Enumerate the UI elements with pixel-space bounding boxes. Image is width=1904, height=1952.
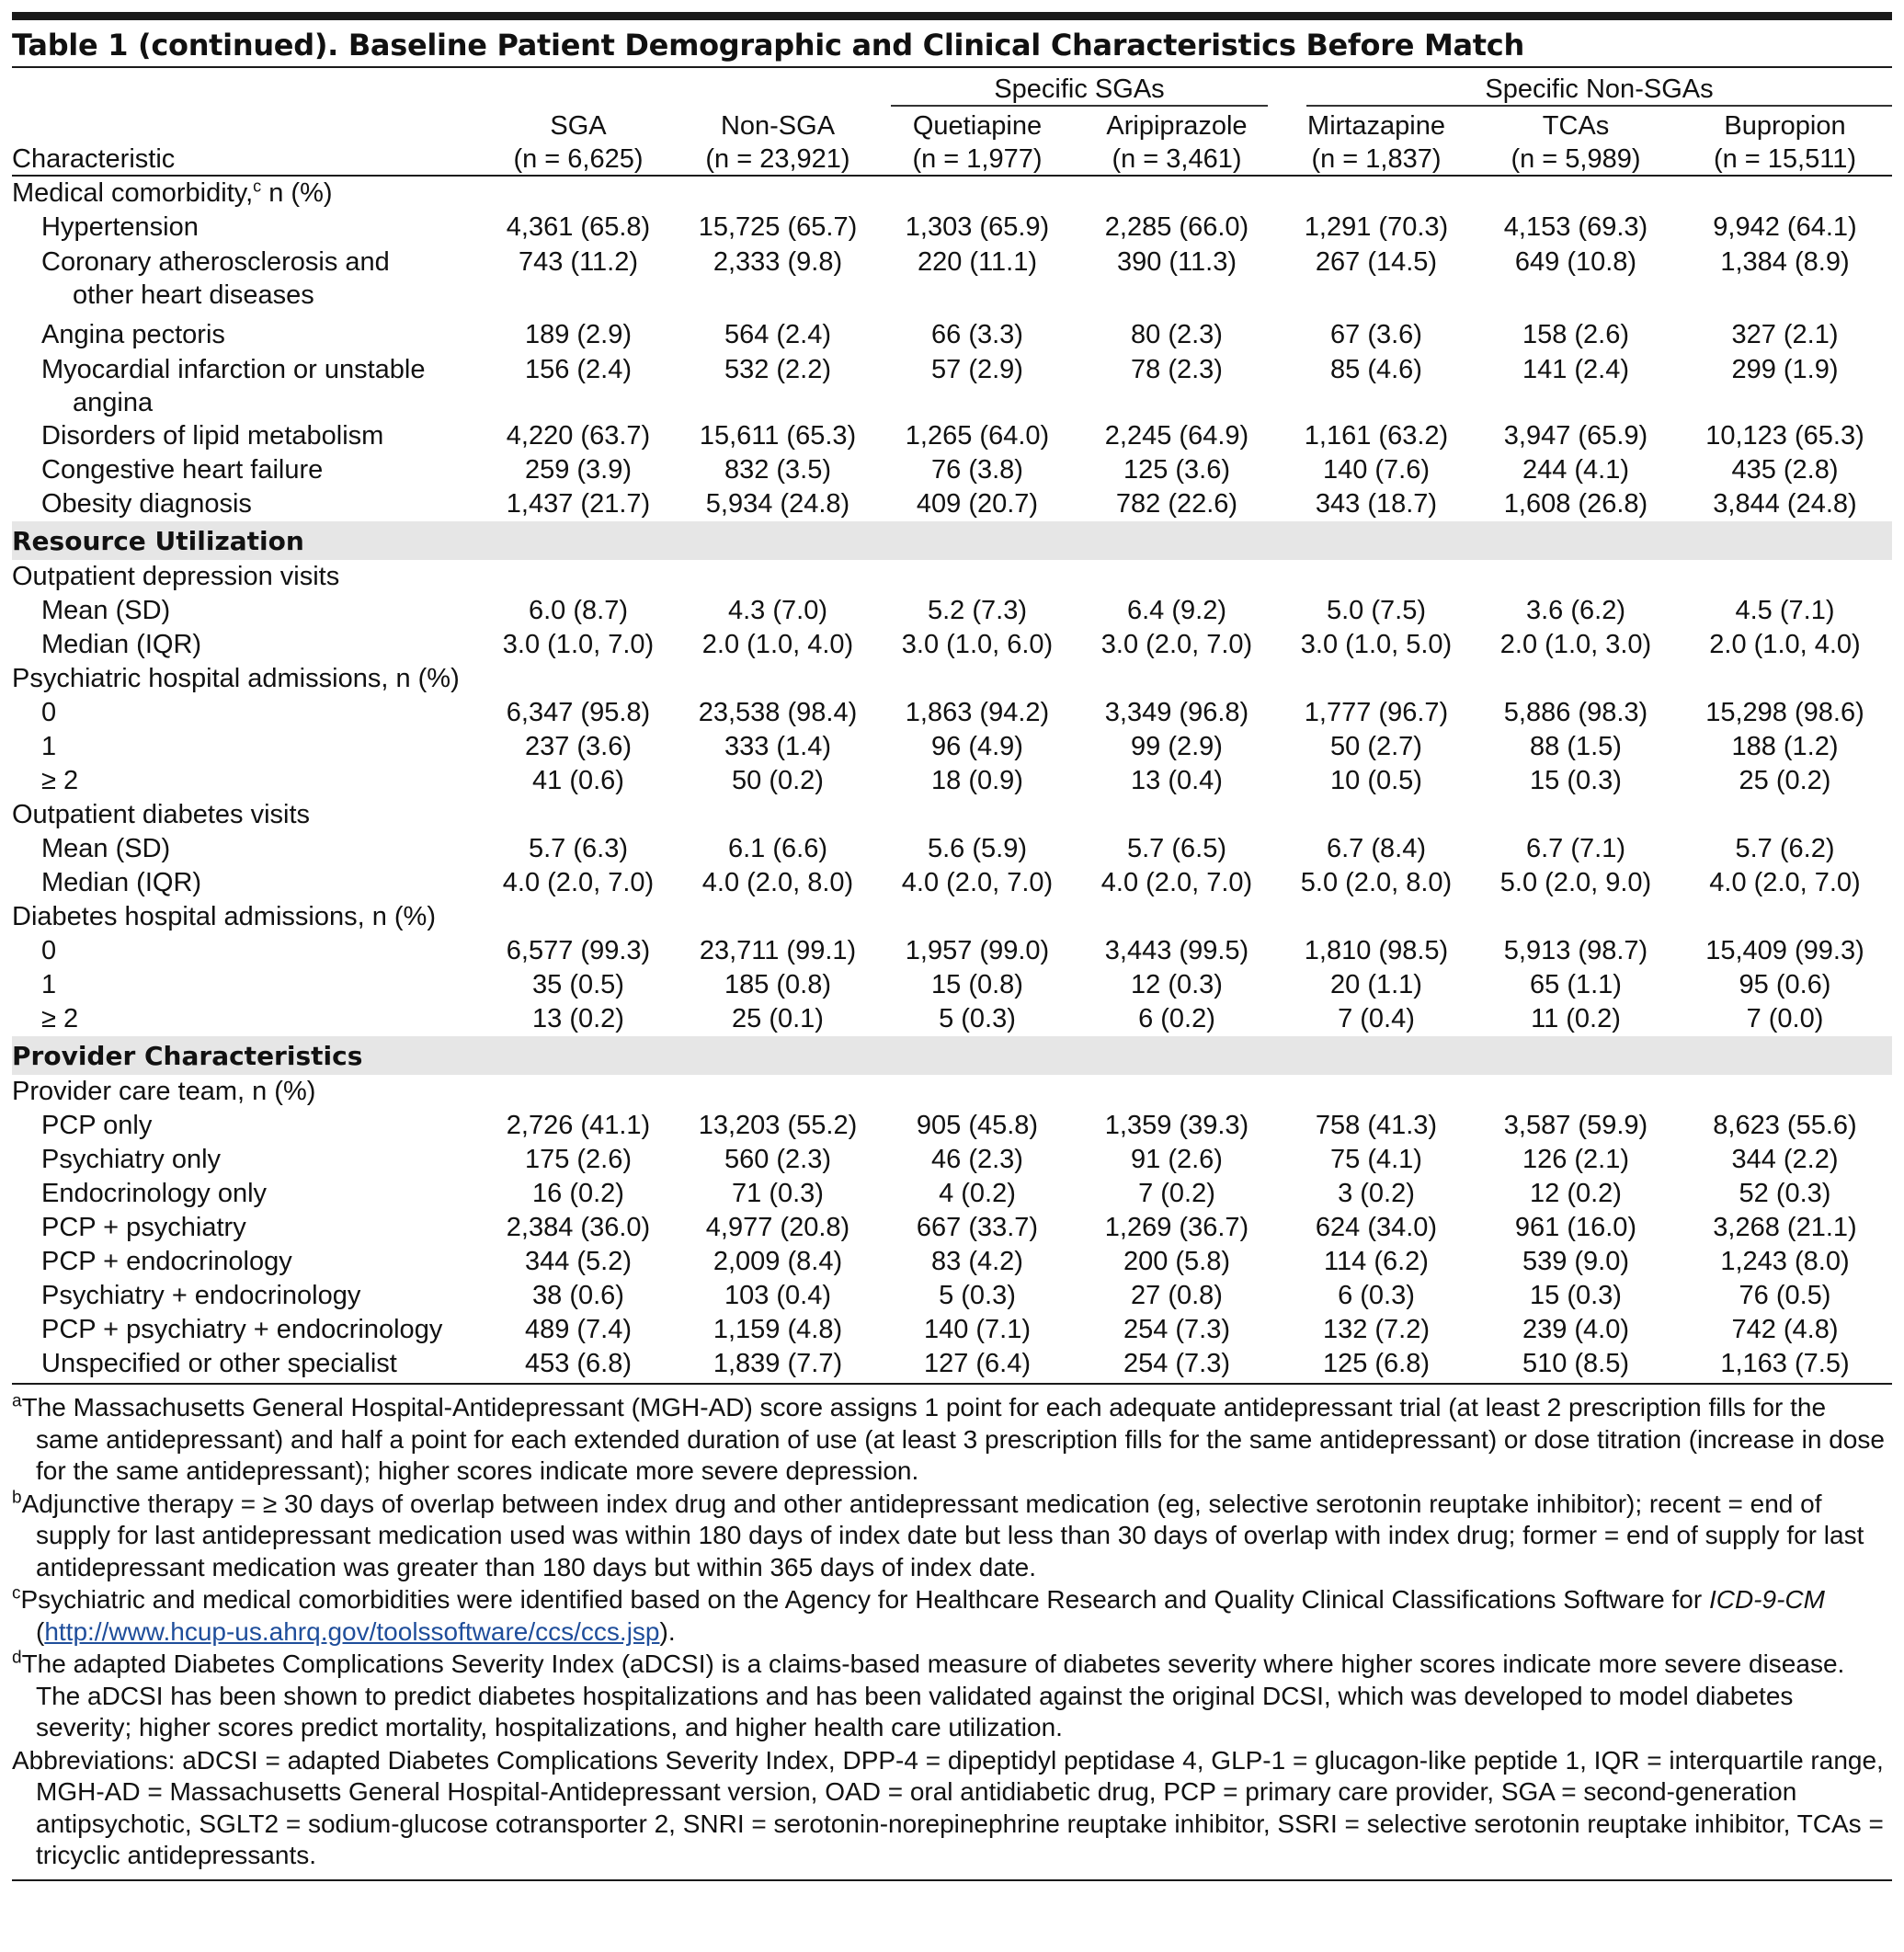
table-row: [12, 594, 1892, 628]
table-cell: 327 (2.1): [1731, 320, 1839, 349]
table-cell: 50 (2.7): [1330, 732, 1422, 761]
table-cell: 409 (20.7): [916, 489, 1039, 519]
row-label: Congestive heart failure: [41, 455, 324, 485]
table-cell: 905 (45.8): [916, 1111, 1039, 1140]
row-heading: Outpatient depression visits: [12, 562, 340, 591]
table-cell: 200 (5.8): [1123, 1247, 1231, 1276]
table-cell: 15,298 (98.6): [1705, 698, 1864, 727]
column-n: (n = 15,511): [1678, 142, 1892, 176]
table-row: [12, 730, 1892, 764]
table-cell: 237 (3.6): [524, 732, 633, 761]
row-label: PCP + psychiatry: [41, 1213, 246, 1242]
header-n-row: [12, 142, 1892, 176]
table-cell: 4,153 (69.3): [1503, 212, 1648, 242]
table-cell: 6,577 (99.3): [506, 936, 651, 965]
table-cell: 15 (0.8): [931, 970, 1023, 999]
footnote-a: [12, 1392, 1892, 1488]
table-cell: 10,123 (65.3): [1705, 421, 1864, 451]
table-cell: 3.6 (6.2): [1526, 596, 1625, 625]
table-cell: 15 (0.3): [1530, 1281, 1622, 1310]
footnote-marker: b: [12, 1488, 22, 1508]
table-cell: 4 (0.2): [939, 1179, 1016, 1208]
row-label-line2: other heart diseases: [73, 280, 314, 310]
footnote-italic: ICD-9-CM: [1708, 1585, 1825, 1614]
table-cell: 1,384 (8.9): [1720, 247, 1850, 277]
column-header: Aripiprazole: [1106, 111, 1248, 141]
table-cell: 66 (3.3): [931, 320, 1023, 349]
table-cell: 6,347 (95.8): [506, 698, 651, 727]
table-cell: 1,161 (63.2): [1304, 421, 1449, 451]
column-header: Quetiapine: [912, 111, 1043, 141]
table-cell: 27 (0.8): [1131, 1281, 1223, 1310]
row-label: Angina pectoris: [41, 320, 225, 349]
table-cell: 1,839 (7.7): [676, 1347, 880, 1384]
table-cell: 125 (3.6): [1123, 455, 1231, 485]
group-heading-row: [12, 560, 1892, 594]
table-row: [12, 764, 1892, 798]
table-cell: 3.0 (1.0, 5.0): [1300, 630, 1453, 659]
table-cell: 6.7 (8.4): [1327, 834, 1426, 863]
table-row: [12, 1313, 1892, 1347]
table-cell: 244 (4.1): [1522, 455, 1630, 485]
table-cell: 961 (16.0): [1514, 1213, 1637, 1242]
table-cell: 15,409 (99.3): [1705, 936, 1864, 965]
table-cell: 127 (6.4): [880, 1347, 1075, 1384]
footnotes: [12, 1392, 1892, 1872]
table-cell: 75 (4.1): [1330, 1145, 1422, 1174]
table-cell: 71 (0.3): [732, 1179, 824, 1208]
table-cell: 267 (14.5): [1315, 247, 1438, 277]
footnote-text: Adjunctive therapy = ≥ 30 days of overlap between index drug and other antidepressant medication (eg, selective serotonin reuptake inhibitor); recent = end of supply for last antidepressant medication used was within 180 days of index date but less than 30 days of overlap with index drug; former = end of supply for last antidepressant medication was greater than 180 days but within 365 days of index date.: [21, 1489, 1864, 1581]
table-cell: 125 (6.8): [1279, 1347, 1474, 1384]
group-heading-row: [12, 662, 1892, 696]
table-cell: 4.0 (2.0, 7.0): [1100, 868, 1253, 897]
table-cell: 5,886 (98.3): [1503, 698, 1648, 727]
table-cell: 510 (8.5): [1474, 1347, 1678, 1384]
table-row: [12, 1211, 1892, 1245]
table-cell: 67 (3.6): [1330, 320, 1422, 349]
table-cell: 85 (4.6): [1330, 355, 1422, 384]
table-cell: 188 (1.2): [1731, 732, 1839, 761]
table-cell: 3,349 (96.8): [1104, 698, 1249, 727]
group-header-specific-non-sgas: Specific Non-SGAs: [1306, 74, 1892, 107]
table-cell: 96 (4.9): [931, 732, 1023, 761]
table-row: [12, 696, 1892, 730]
table-cell: 532 (2.2): [724, 355, 832, 384]
table-cell: 2.0 (1.0, 3.0): [1499, 630, 1652, 659]
row-label: Mean (SD): [41, 596, 171, 625]
table-row: [12, 832, 1892, 866]
column-header: Mirtazapine: [1307, 111, 1445, 141]
table-cell: 95 (0.6): [1739, 970, 1831, 999]
table-row: [12, 453, 1892, 487]
table-cell: 649 (10.8): [1514, 247, 1637, 277]
table-row: [12, 1177, 1892, 1211]
column-header: Bupropion: [1724, 111, 1846, 141]
column-header: SGA: [550, 111, 607, 141]
column-n: (n = 1,977): [880, 142, 1075, 176]
table-cell: 76 (0.5): [1739, 1281, 1831, 1310]
table-cell: 13,203 (55.2): [698, 1111, 858, 1140]
table-cell: 4.3 (7.0): [728, 596, 827, 625]
table-cell: 2,384 (36.0): [506, 1213, 651, 1242]
table-cell: 5 (0.3): [939, 1281, 1016, 1310]
row-label: PCP + endocrinology: [41, 1247, 292, 1276]
table-title: Table 1 (continued). Baseline Patient Demographic and Clinical Characteristics Before Match: [12, 28, 1524, 63]
column-n: (n = 5,989): [1474, 142, 1678, 176]
table-cell: 390 (11.3): [1116, 247, 1237, 277]
column-n: (n = 3,461): [1075, 142, 1279, 176]
group-heading-row: [12, 798, 1892, 832]
table-cell: 4.0 (2.0, 7.0): [901, 868, 1054, 897]
table-cell: 5.0 (7.5): [1327, 596, 1426, 625]
footnote-b: [12, 1489, 1892, 1584]
table-cell: 57 (2.9): [931, 355, 1023, 384]
table-cell: 140 (7.1): [923, 1315, 1032, 1344]
footnote-c: [12, 1584, 1892, 1648]
table-cell: 1,437 (21.7): [506, 489, 651, 519]
column-n: (n = 23,921): [676, 142, 880, 176]
table-cell: 50 (0.2): [732, 766, 824, 795]
table-row: [12, 352, 1892, 419]
table-cell: 114 (6.2): [1324, 1247, 1429, 1276]
medical-heading-row: [12, 176, 1892, 211]
table-cell: 5.2 (7.3): [928, 596, 1027, 625]
row-label: Unspecified or other specialist: [12, 1347, 481, 1384]
table-cell: 18 (0.9): [931, 766, 1023, 795]
table-cell: 560 (2.3): [724, 1145, 832, 1174]
table-cell: 20 (1.1): [1330, 970, 1422, 999]
table-cell: 344 (5.2): [524, 1247, 633, 1276]
table-cell: 78 (2.3): [1131, 355, 1223, 384]
table-cell: 5.7 (6.5): [1127, 834, 1226, 863]
table-cell: 453 (6.8): [481, 1347, 676, 1384]
table-cell: 489 (7.4): [524, 1315, 633, 1344]
group-heading-row: [12, 900, 1892, 934]
table-row: [12, 1279, 1892, 1313]
table-cell: 3,844 (24.8): [1713, 489, 1857, 519]
table-cell: 1,265 (64.0): [905, 421, 1050, 451]
row-heading: Outpatient diabetes visits: [12, 800, 311, 829]
row-label: Psychiatry + endocrinology: [41, 1281, 361, 1310]
table-cell: 1,291 (70.3): [1304, 212, 1449, 242]
table-cell: 9,942 (64.1): [1713, 212, 1857, 242]
table-cell: 15 (0.3): [1530, 766, 1622, 795]
table-cell: 185 (0.8): [724, 970, 832, 999]
table-cell: 5 (0.3): [939, 1004, 1016, 1033]
table-cell: 2,285 (66.0): [1104, 212, 1249, 242]
table-cell: 103 (0.4): [724, 1281, 832, 1310]
row-heading: Provider care team, n (%): [12, 1077, 316, 1106]
table-cell: 2.0 (1.0, 4.0): [1709, 630, 1861, 659]
table-cell: 259 (3.9): [524, 455, 633, 485]
table-cell: 140 (7.6): [1322, 455, 1431, 485]
table-cell: 667 (33.7): [916, 1213, 1039, 1242]
table-cell: 539 (9.0): [1522, 1247, 1630, 1276]
table-row: [12, 934, 1892, 968]
table-cell: 46 (2.3): [931, 1145, 1023, 1174]
table-cell: 80 (2.3): [1131, 320, 1223, 349]
row-label: Psychiatry only: [41, 1145, 222, 1174]
table-cell: 23,711 (99.1): [699, 936, 857, 965]
table-cell: 3,443 (99.5): [1104, 936, 1249, 965]
table-cell: 5.0 (2.0, 8.0): [1300, 868, 1453, 897]
table-cell: 15,611 (65.3): [699, 421, 857, 451]
table-row: [12, 628, 1892, 662]
table-cell: 158 (2.6): [1522, 320, 1630, 349]
table-row: [12, 318, 1892, 352]
abbreviations: Abbreviations: aDCSI = adapted Diabetes Complications Severity Index, DPP-4 = dipeptidyl peptidase 4, GLP-1 = glucagon-like peptide 1, IQR = interquartile range, MGH-AD = Massachusetts General Hospital-Antidepressant version, OAD = oral antidiabetic drug, PCP = primary care provider, SGA = second-generation antipsychotic, SGLT2 = sodium-glucose cotransporter 2, SNRI = serotonin-norepinephrine reuptake inhibitor, SSRI = selective serotonin reuptake inhibitor, TCAs = tricyclic antidepressants.: [12, 1745, 1884, 1869]
table-cell: 175 (2.6): [524, 1145, 633, 1174]
section-heading: Provider Characteristics: [12, 1036, 1892, 1075]
row-label: Disorders of lipid metabolism: [41, 421, 384, 451]
table-cell: 254 (7.3): [1123, 1315, 1231, 1344]
row-label: [12, 352, 481, 419]
row-label: [12, 245, 481, 318]
table-cell: 3.0 (2.0, 7.0): [1100, 630, 1253, 659]
table-cell: 3.0 (1.0, 7.0): [502, 630, 655, 659]
table-cell: 4,977 (20.8): [705, 1213, 850, 1242]
row-heading: Diabetes hospital admissions, n (%): [12, 902, 436, 931]
table-cell: 5,934 (24.8): [705, 489, 850, 519]
table-cell: 1,957 (99.0): [905, 936, 1050, 965]
data-table: [12, 68, 1892, 1385]
table-cell: 13 (0.2): [532, 1004, 624, 1033]
row-label: ≥ 2: [41, 1004, 79, 1033]
table-cell: 758 (41.3): [1315, 1111, 1438, 1140]
row-label: 1: [41, 970, 57, 999]
table-cell: 10 (0.5): [1330, 766, 1422, 795]
row-label: PCP only: [41, 1111, 153, 1140]
table-cell: 1,243 (8.0): [1720, 1247, 1850, 1276]
column-header: TCAs: [1542, 111, 1610, 141]
table-cell: 6 (0.2): [1138, 1004, 1215, 1033]
row-label: Endocrinology only: [41, 1179, 268, 1208]
table-cell: 782 (22.6): [1115, 489, 1238, 519]
characteristic-header: Characteristic: [12, 142, 481, 176]
row-label: Mean (SD): [41, 834, 171, 863]
table-cell: 1,159 (4.8): [713, 1315, 843, 1344]
row-label: Hypertension: [41, 212, 199, 242]
table-cell: 83 (4.2): [931, 1247, 1023, 1276]
table-row: [12, 1347, 1892, 1384]
table-cell: 254 (7.3): [1075, 1347, 1279, 1384]
row-heading: Psychiatric hospital admissions, n (%): [12, 664, 460, 693]
table-cell: 344 (2.2): [1731, 1145, 1839, 1174]
table-cell: 2,009 (8.4): [713, 1247, 843, 1276]
group-header-specific-sgas: Specific SGAs: [891, 74, 1268, 107]
heading-text: Medical comorbidity,: [12, 178, 254, 208]
footnote-text: The adapted Diabetes Complications Severity Index (aDCSI) is a claims-based measure of diabetes severity where higher scores indicate more severe disease. The aDCSI has been shown to predict diabetes hospitalizations and has been validated against the original DCSI, which was developed to model diabetes severity; higher scores predict mortality, hospitalizations, and higher health care utilization.: [21, 1649, 1845, 1741]
table-cell: 7 (0.2): [1138, 1179, 1215, 1208]
provider-heading-row: [12, 1075, 1892, 1109]
table-cell: 564 (2.4): [724, 320, 832, 349]
table-cell: 743 (11.2): [518, 247, 639, 277]
table-row: [12, 419, 1892, 453]
table-cell: 76 (3.8): [931, 455, 1023, 485]
bottom-rule: [12, 1879, 1892, 1881]
table-cell: 1,777 (96.7): [1304, 698, 1449, 727]
table-cell: 12 (0.2): [1530, 1179, 1622, 1208]
table-cell: 12 (0.3): [1131, 970, 1223, 999]
table-cell: 52 (0.3): [1739, 1179, 1831, 1208]
table-cell: 15,725 (65.7): [698, 212, 858, 242]
table-cell: 6 (0.3): [1338, 1281, 1415, 1310]
row-label: Obesity diagnosis: [41, 489, 252, 519]
table-cell: 13 (0.4): [1131, 766, 1223, 795]
table-cell: 4.0 (2.0, 7.0): [502, 868, 655, 897]
table-cell: 1,863 (94.2): [905, 698, 1050, 727]
table-cell: 220 (11.1): [917, 247, 1038, 277]
footnote-d: [12, 1649, 1892, 1744]
table-cell: 3,947 (65.9): [1503, 421, 1648, 451]
footnote-paren: (: [36, 1616, 45, 1646]
header-name-row: [12, 107, 1892, 142]
ccs-link[interactable]: http://www.hcup-us.ahrq.gov/toolssoftware/ccs/ccs.jsp: [44, 1616, 660, 1646]
table-cell: 4.0 (2.0, 7.0): [1709, 868, 1861, 897]
row-label-line1: Myocardial infarction or unstable: [41, 355, 426, 384]
table-cell: 6.7 (7.1): [1526, 834, 1625, 863]
table-cell: 5.6 (5.9): [928, 834, 1027, 863]
section-resource-utilization: [12, 521, 1892, 560]
table-cell: 35 (0.5): [532, 970, 624, 999]
table-cell: 3,268 (21.1): [1713, 1213, 1857, 1242]
table-cell: 16 (0.2): [532, 1179, 624, 1208]
table-cell: 3.0 (1.0, 6.0): [901, 630, 1054, 659]
table-cell: 25 (0.2): [1739, 766, 1831, 795]
row-label: 1: [41, 732, 57, 761]
table-cell: 299 (1.9): [1731, 355, 1839, 384]
table-cell: 23,538 (98.4): [698, 698, 858, 727]
table-row: [12, 866, 1892, 900]
top-rule: [12, 12, 1892, 20]
table-cell: 7 (0.4): [1338, 1004, 1415, 1033]
table-cell: 2,333 (9.8): [713, 247, 843, 277]
table-cell: 343 (18.7): [1315, 489, 1438, 519]
table-cell: 2.0 (1.0, 4.0): [701, 630, 854, 659]
table-cell: 2,245 (64.9): [1104, 421, 1249, 451]
table-cell: 4,220 (63.7): [506, 421, 651, 451]
row-heading: [12, 176, 1892, 211]
table-cell: 832 (3.5): [724, 455, 832, 485]
table-cell: 8,623 (55.6): [1713, 1111, 1857, 1140]
table-cell: 65 (1.1): [1530, 970, 1622, 999]
row-label: Median (IQR): [41, 630, 202, 659]
row-label-line1: Coronary atherosclerosis and: [41, 247, 390, 277]
table-row: [12, 487, 1892, 521]
footnote-text: Psychiatric and medical comorbidities were identified based on the Agency for Healthcare Research and Quality Clinical Classifications Software for: [20, 1585, 1709, 1614]
table-cell: 38 (0.6): [532, 1281, 624, 1310]
row-label-line2: angina: [73, 388, 154, 417]
table-row: [12, 245, 1892, 318]
table-cell: 1,303 (65.9): [905, 212, 1050, 242]
table-cell: 11 (0.2): [1531, 1004, 1621, 1033]
table-cell: 132 (7.2): [1322, 1315, 1431, 1344]
row-label: 0: [41, 936, 57, 965]
table-page: [12, 12, 1892, 1881]
table-cell: 6.0 (8.7): [529, 596, 628, 625]
footnote-text: The Massachusetts General Hospital-Antidepressant (MGH-AD) score assigns 1 point for each adequate antidepressant trial (at least 2 prescription fills for the same antidepressant) and half a point for each extended duration of use (at least 3 prescription fills for the same antidepressant) or dose titration (increase in dose for the same antidepressant); higher scores indicate more severe depression.: [21, 1393, 1885, 1485]
table-cell: 435 (2.8): [1731, 455, 1839, 485]
table-cell: 6.4 (9.2): [1127, 596, 1226, 625]
table-cell: 141 (2.4): [1522, 355, 1630, 384]
column-n: (n = 6,625): [481, 142, 676, 176]
footnote-marker: a: [12, 1391, 22, 1411]
table-cell: 3,587 (59.9): [1503, 1111, 1648, 1140]
table-cell: 1,810 (98.5): [1304, 936, 1449, 965]
table-row: [12, 211, 1892, 245]
column-header: Non-SGA: [720, 111, 836, 141]
table-cell: 7 (0.0): [1746, 1004, 1824, 1033]
table-cell: 156 (2.4): [524, 355, 633, 384]
table-cell: 4,361 (65.8): [506, 212, 651, 242]
table-cell: 2,726 (41.1): [506, 1111, 651, 1140]
table-cell: 5.7 (6.3): [529, 834, 628, 863]
table-cell: 333 (1.4): [724, 732, 832, 761]
heading-text: n (%): [261, 178, 333, 208]
table-cell: 99 (2.9): [1131, 732, 1223, 761]
header-group-row: [12, 68, 1892, 107]
footnote-marker: c: [12, 1583, 21, 1604]
footnote-marker: d: [12, 1648, 22, 1668]
table-cell: 624 (34.0): [1315, 1213, 1438, 1242]
column-n: (n = 1,837): [1279, 142, 1474, 176]
footnote-paren: ).: [659, 1616, 676, 1646]
table-cell: 742 (4.8): [1731, 1315, 1839, 1344]
section-provider-characteristics: [12, 1036, 1892, 1075]
table-cell: 4.5 (7.1): [1735, 596, 1835, 625]
table-row: [12, 968, 1892, 1002]
table-cell: 3 (0.2): [1338, 1179, 1415, 1208]
table-cell: 91 (2.6): [1131, 1145, 1223, 1174]
table-cell: 5.0 (2.0, 9.0): [1499, 868, 1652, 897]
row-label: PCP + psychiatry + endocrinology: [41, 1315, 443, 1344]
table-cell: 5,913 (98.7): [1503, 936, 1648, 965]
table-cell: 5.7 (6.2): [1735, 834, 1835, 863]
footnote-marker: c: [253, 177, 262, 196]
table-cell: 4.0 (2.0, 8.0): [701, 868, 854, 897]
table-cell: 126 (2.1): [1522, 1145, 1630, 1174]
table-cell: 1,359 (39.3): [1104, 1111, 1249, 1140]
table-cell: 6.1 (6.6): [728, 834, 827, 863]
section-heading: Resource Utilization: [12, 521, 1892, 560]
table-row: [12, 1002, 1892, 1036]
table-row: [12, 1143, 1892, 1177]
table-cell: 1,608 (26.8): [1503, 489, 1648, 519]
table-row: [12, 1109, 1892, 1143]
table-cell: 239 (4.0): [1522, 1315, 1630, 1344]
row-label: Median (IQR): [41, 868, 202, 897]
table-cell: 1,163 (7.5): [1678, 1347, 1892, 1384]
table-row: [12, 1245, 1892, 1279]
table-cell: 41 (0.6): [532, 766, 624, 795]
row-label: 0: [41, 698, 57, 727]
table-cell: 1,269 (36.7): [1104, 1213, 1249, 1242]
row-label: ≥ 2: [41, 766, 79, 795]
table-cell: 88 (1.5): [1530, 732, 1622, 761]
table-cell: 25 (0.1): [732, 1004, 824, 1033]
table-cell: 189 (2.9): [524, 320, 633, 349]
